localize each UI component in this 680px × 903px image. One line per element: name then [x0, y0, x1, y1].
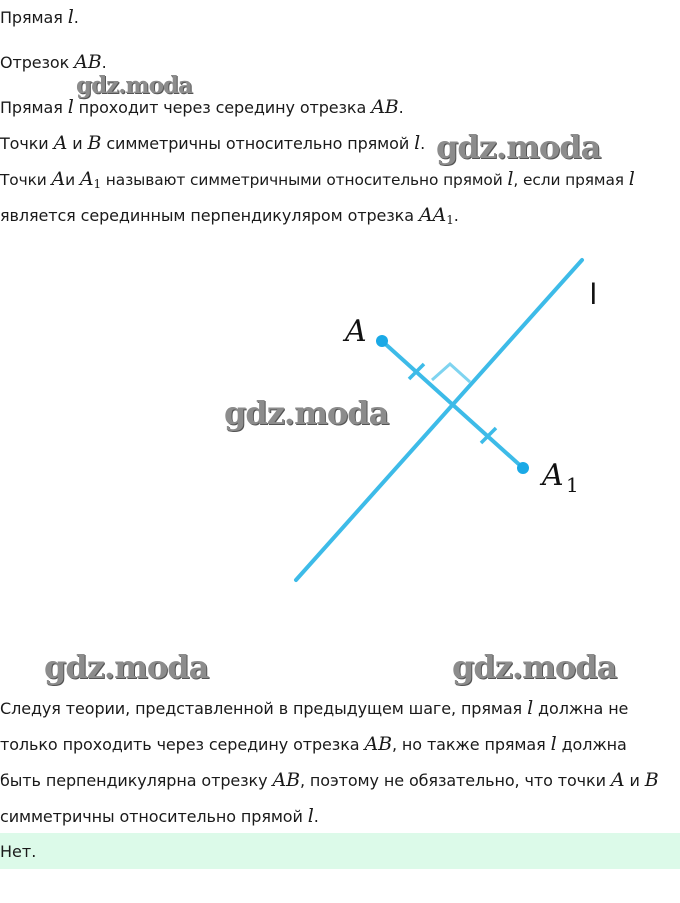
watermark-1: gdz.moda: [76, 72, 192, 99]
statement-line-4: Точки A и B симметричны относительно прямой l.: [0, 132, 426, 154]
label-l: l: [590, 278, 597, 311]
explanation-line-3: быть перпендикулярна отрезку AB, поэтому не обязательно, что точки A и B: [0, 769, 659, 791]
watermark-4: gdz.moda: [44, 648, 209, 686]
label-a1: A: [542, 458, 564, 493]
label-a1-subscript: 1: [566, 473, 579, 497]
answer-text: Нет.: [0, 842, 37, 861]
definition-line-2: является серединным перпендикуляром отрезка $AA_1$.: [0, 204, 459, 227]
definition-line-1: Точки Aи $A_1$ называют симметричными относительно прямой l, если прямая l: [0, 168, 635, 191]
answer-box: [0, 833, 680, 869]
right-angle-mark: [432, 364, 470, 382]
explanation-line-1: Следуя теории, представленной в предыдущем шаге, прямая l должна не: [0, 697, 629, 719]
statement-line-1: Прямая l.: [0, 6, 79, 28]
watermark-2: gdz.moda: [436, 128, 601, 166]
segment-aa1: [382, 341, 523, 468]
watermark-3: gdz.moda: [224, 394, 389, 432]
statement-line-3: Прямая l проходит через середину отрезка AB.: [0, 96, 404, 118]
explanation-line-2: только проходить через середину отрезка AB, но также прямая l должна: [0, 733, 627, 755]
label-a: A: [345, 314, 367, 349]
watermark-5: gdz.moda: [452, 648, 617, 686]
explanation-line-4: симметричны относительно прямой l.: [0, 805, 319, 827]
point-a1: [517, 462, 529, 474]
point-a: [376, 335, 388, 347]
statement-line-2: Отрезок AB.: [0, 51, 107, 73]
